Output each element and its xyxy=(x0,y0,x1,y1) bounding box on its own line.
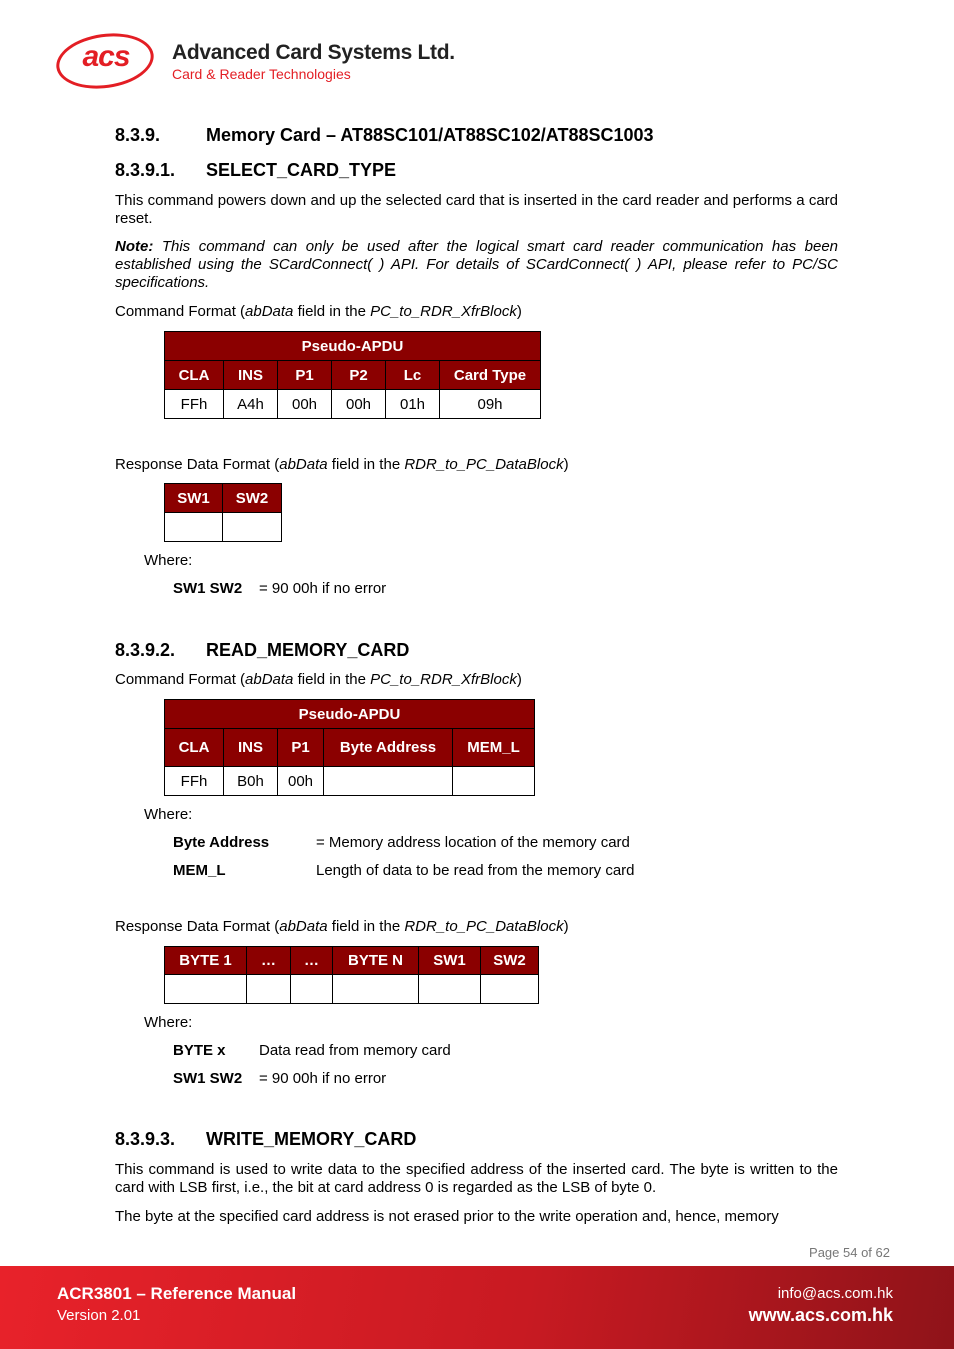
col-header: Card Type xyxy=(440,361,541,390)
cell: FFh xyxy=(165,767,224,796)
cell xyxy=(223,513,282,542)
table-row xyxy=(165,390,541,419)
cell xyxy=(291,975,333,1004)
subsection-heading-select-card-type xyxy=(115,160,396,181)
footer-title: ACR3801 – Reference Manual xyxy=(57,1284,297,1303)
block-name: RDR_to_PC_DataBlock xyxy=(404,918,564,935)
cell xyxy=(324,767,453,796)
field-name: abData xyxy=(245,303,294,320)
subsection-number: 8.3.9.1. xyxy=(115,160,176,180)
where-label: Where: xyxy=(144,552,193,569)
text: ) xyxy=(516,303,522,320)
text: field in the xyxy=(327,918,405,935)
note-text: This command can only be used after the logical smart card reader communication has been established using the SCardConnect( ) API. For details of SCardConnect( ) API, please refer to PC/SC specifications. xyxy=(115,238,838,291)
col-header: INS xyxy=(224,361,278,390)
response-format-line xyxy=(115,918,838,936)
read-memory-card-response-table xyxy=(164,946,539,1004)
cell xyxy=(165,513,223,542)
def-value: = Memory address location of the memory card xyxy=(316,834,630,851)
block-name: PC_to_RDR_XfrBlock xyxy=(370,671,517,688)
field-name: abData xyxy=(279,456,328,473)
col-header: SW1 xyxy=(419,947,481,975)
col-header: BYTE N xyxy=(333,947,419,975)
note-label: Note: xyxy=(115,238,154,255)
table-title: Pseudo-APDU xyxy=(165,700,535,729)
def-term: SW1 SW2 xyxy=(173,1070,243,1087)
col-header: Lc xyxy=(386,361,440,390)
select-card-type-description: This command powers down and up the selected card that is inserted in the card reader and performs a card reset. xyxy=(115,192,838,227)
where-label: Where: xyxy=(144,1014,193,1031)
def-value: = 90 00h if no error xyxy=(259,580,387,597)
block-name: PC_to_RDR_XfrBlock xyxy=(370,303,517,320)
table-row xyxy=(165,513,282,542)
block-name: RDR_to_PC_DataBlock xyxy=(404,456,564,473)
def-term: MEM_L xyxy=(173,862,226,879)
company-tagline: Card & Reader Technologies xyxy=(172,66,351,82)
table-row xyxy=(165,767,535,796)
cell xyxy=(453,767,535,796)
command-format-line xyxy=(115,303,838,321)
company-name: Advanced Card Systems Ltd. xyxy=(172,41,455,64)
write-memory-card-description-2: The byte at the specified card address is not erased prior to the write operation and, hence, memory xyxy=(115,1208,779,1225)
cell: 01h xyxy=(386,390,440,419)
command-format-line xyxy=(115,671,838,689)
col-header: P1 xyxy=(278,729,324,767)
col-header: INS xyxy=(224,729,278,767)
response-format-line xyxy=(115,456,838,474)
col-header: CLA xyxy=(165,729,224,767)
def-value: Data read from memory card xyxy=(259,1042,451,1059)
text: ) xyxy=(516,671,522,688)
text: field in the xyxy=(293,671,371,688)
def-value: = 90 00h if no error xyxy=(259,1070,387,1087)
section-title: Memory Card – AT88SC101/AT88SC102/AT88SC1003 xyxy=(206,125,654,145)
footer-email: info@acs.com.hk xyxy=(777,1285,893,1302)
cell: 00h xyxy=(278,390,332,419)
subsection-title: WRITE_MEMORY_CARD xyxy=(206,1129,417,1149)
col-header: MEM_L xyxy=(453,729,535,767)
field-name: abData xyxy=(245,671,294,688)
text: ) xyxy=(563,918,569,935)
col-header: … xyxy=(291,947,333,975)
cell: B0h xyxy=(224,767,278,796)
col-header: P1 xyxy=(278,361,332,390)
col-header: BYTE 1 xyxy=(165,947,247,975)
logo-text: acs xyxy=(82,40,130,73)
page-number: Page 54 of 62 xyxy=(809,1245,890,1260)
cell: A4h xyxy=(224,390,278,419)
text: field in the xyxy=(293,303,371,320)
def-term: Byte Address xyxy=(173,834,270,851)
col-header: Byte Address xyxy=(324,729,453,767)
page-footer xyxy=(0,1266,954,1349)
footer-website: www.acs.com.hk xyxy=(748,1305,893,1325)
def-term: BYTE x xyxy=(173,1042,226,1059)
cell: FFh xyxy=(165,390,224,419)
text: ) xyxy=(563,456,569,473)
col-header: SW1 xyxy=(165,484,223,513)
text: Command Format ( xyxy=(115,303,246,320)
section-number: 8.3.9. xyxy=(115,125,161,145)
subsection-number: 8.3.9.3. xyxy=(115,1129,176,1149)
text: Response Data Format ( xyxy=(115,918,280,935)
cell xyxy=(481,975,539,1004)
col-header: P2 xyxy=(332,361,386,390)
text: Response Data Format ( xyxy=(115,456,280,473)
col-header: … xyxy=(247,947,291,975)
table-row xyxy=(165,975,539,1004)
subsection-number: 8.3.9.2. xyxy=(115,640,176,660)
subsection-heading-write-memory-card xyxy=(115,1129,416,1150)
cell xyxy=(247,975,291,1004)
cell xyxy=(165,975,247,1004)
col-header: SW2 xyxy=(223,484,282,513)
write-memory-card-description: This command is used to write data to the specified address of the inserted card. The byte is written to the card with LSB first, i.e., the bit at card address 0 is regarded as the LSB of byte 0. xyxy=(115,1161,838,1196)
field-name: abData xyxy=(279,918,328,935)
cell xyxy=(333,975,419,1004)
cell: 00h xyxy=(278,767,324,796)
cell: 09h xyxy=(440,390,541,419)
col-header: CLA xyxy=(165,361,224,390)
col-header: SW2 xyxy=(481,947,539,975)
table-title: Pseudo-APDU xyxy=(165,332,541,361)
select-card-type-apdu-table xyxy=(164,331,541,419)
select-card-type-note xyxy=(115,238,838,292)
def-term: SW1 SW2 xyxy=(173,580,243,597)
read-memory-card-apdu-table xyxy=(164,699,535,796)
def-value: Length of data to be read from the memory card xyxy=(316,862,635,879)
cell: 00h xyxy=(332,390,386,419)
select-card-type-response-table xyxy=(164,483,282,542)
section-heading xyxy=(115,125,654,146)
subsection-title: READ_MEMORY_CARD xyxy=(206,640,410,660)
subsection-heading-read-memory-card xyxy=(115,640,409,661)
subsection-title: SELECT_CARD_TYPE xyxy=(206,160,397,180)
where-label: Where: xyxy=(144,806,193,823)
cell xyxy=(419,975,481,1004)
footer-version: Version 2.01 xyxy=(57,1307,141,1324)
text: Command Format ( xyxy=(115,671,246,688)
text: field in the xyxy=(327,456,405,473)
